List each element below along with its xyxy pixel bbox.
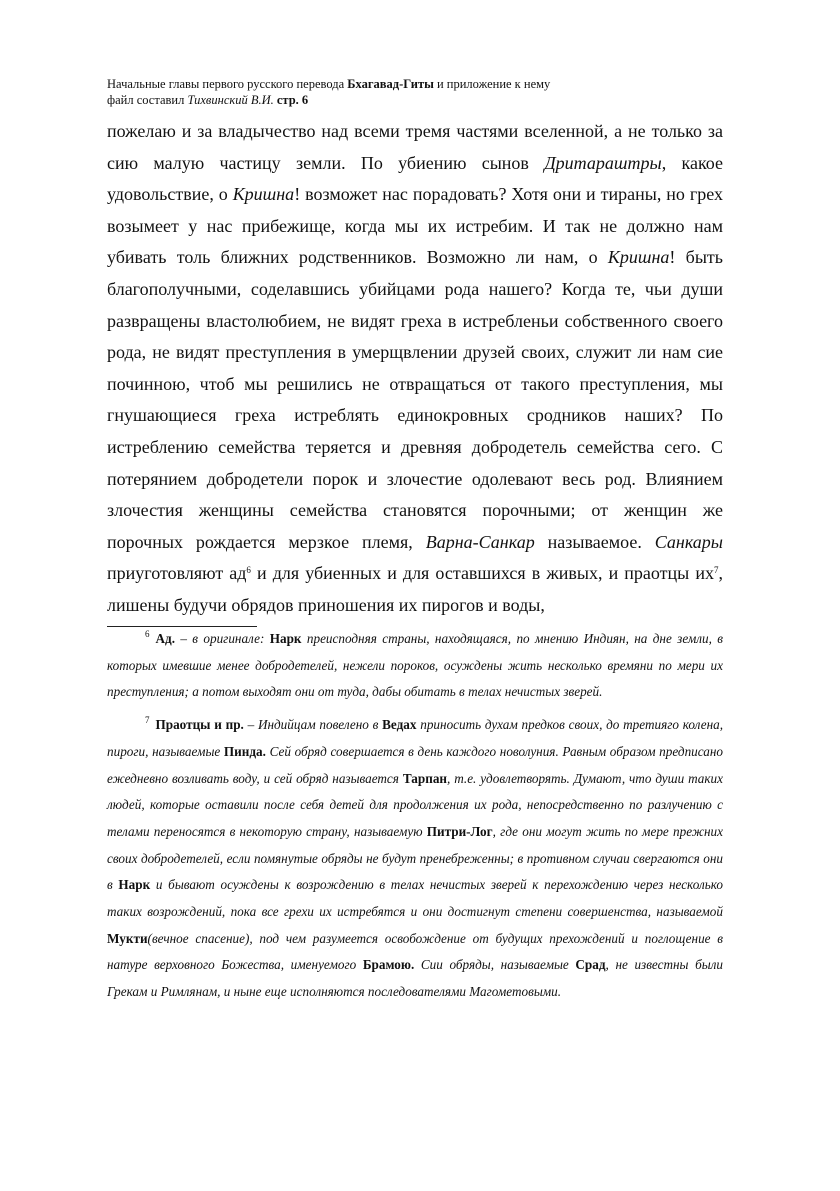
name-krishna: Кришна <box>607 247 670 268</box>
header-author: Тихвинский В.И. <box>187 93 274 107</box>
body-paragraph: пожелаю и за владычество над всеми тремя частями вселенной, а не только за сию малую частицу земли. По убиению сынов Дритараштры, какое удовольствие, о Кришна! возможет нас порадовать? Хотя они и тираны, но грех возымеет у нас прибежище, когда мы их истребим. И так не должно нам убивать толь ближних родственников. Возможно ли нам, о Кришна! быть благополучными, соделавшись убийцами рода нашего? Когда те, чьи души развращены властолюбием, не видят греха в истребленьи собственного своего рода, не видят преступления в умерщвлении друзей своих, служит ли нам сие починною, чтоб мы решились не отвращаться от такого преступления, мы гнушающиеся греха истреблять единокровных сродников наших? По истреблению семейства теряется и древняя добродетель семейства сего. С потерянием добродетели порок и злочестие одолевают весь род. Влиянием злочестия женщины семейства становятся порочными; от женщин же порочных рождается мерзкое племя, Варна-Санкар называемое. Санкары приуготовляют $ад^6$ и для убиенных и для оставшихся в живых, и праотцы $их^7$, лишены будучи обрядов приношения их пирогов и воды, <box>107 121 723 615</box>
term-varna-sankar: Варна-Санкар <box>425 531 535 552</box>
footnote-7: $^7$ Праотцы и пр. – Индийцам повелено в Ведах приносить духам предков своих, до третияго колена, пироги, называемые Пинда. Сей обряд совершается в день каждого новолуния. Равным образом предписано ежедневно возливать воду, и сей обряд называется Тарпан, т.е. удовлетворять. Думают, что души таких людей, которые оставили после себя детей для продолжения их рода, непосредственно по разлучению с телами переносятся в некоторую страну, называемую Питри-Лог, где они могут жить по мере прежних своих добродетелей, если помянутые обряды не будут пренебреженны; в противном случаи свергаются они в Нарк и бывают осуждены к возрождению в телах нечистых зверей к перехождению через несколько таких возрождений, пока все грехи их истребятся и они достигнут степени совершенства, называемой Мукти(вечное спасение), под чем разумеется освобождение от будущих прехождений и поглощение в натуре верховного Божества, именуемого Брамою. Сии обряды, называемые Срад, не известны были Грекам и Римлянам, и ныне еще исполняются последователями Магометовыми. <box>107 715 724 1000</box>
footnote-number: 7 <box>145 715 150 726</box>
header-book-title: Бхагавад-Гиты <box>347 77 434 91</box>
running-header <box>107 76 747 108</box>
name-krishna: Кришна <box>232 184 295 205</box>
footnote-number: 6 <box>145 629 150 639</box>
header-line-1: Начальные главы первого русского перевода Бхагавад-Гиты и приложение к нему <box>107 77 551 91</box>
header-page-number: стр. 6 <box>273 93 309 107</box>
footnote-6: $^6$ Ад. – в оригинале: Нарк преисподняя страны, находящаяся, по мнению Индиян, на дне земли, в которых имевшие менее добродетелей, нежели пороков, осуждены жить несколько времяни по мери их преступления; а потом выходят они от туда, дабы обитать в телах нечистых зверей. <box>107 629 723 700</box>
term-sankary: Санкары <box>654 531 723 552</box>
main-text <box>107 116 723 622</box>
footnote-ref-6[interactable]: 6 <box>246 565 251 576</box>
footnote-ref-7[interactable]: 7 <box>714 565 719 576</box>
footnotes <box>107 626 723 1006</box>
name-dhritarashtra: Дритараштры <box>544 152 662 173</box>
header-line-2: файл составил Тихвинский В.И. стр. 6 <box>107 93 309 107</box>
